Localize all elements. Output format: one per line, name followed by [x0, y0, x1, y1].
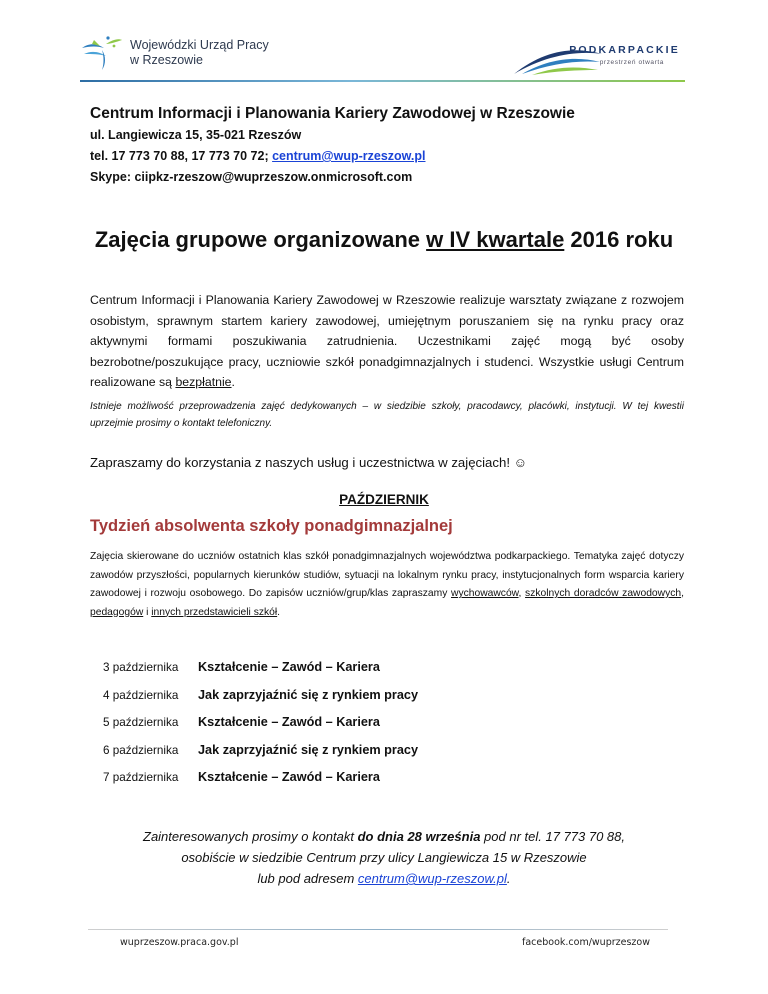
schedule-date: 3 października [103, 661, 179, 674]
week-desc-sep-1: , [518, 588, 526, 599]
contact-phone: pod nr tel. 17 773 70 88, [480, 829, 625, 844]
organization-skype: Skype: ciipkz-rzeszow@wuprzeszow.onmicrosoft.com [90, 170, 413, 184]
contact-text-1a: Zainteresowanych prosimy o kontakt [143, 829, 358, 844]
contact-info [0, 826, 768, 889]
page-header [80, 30, 690, 80]
invitation-text: Zapraszamy do korzystania z naszych usług i uczestnictwa w zajęciach! ☺ [90, 455, 528, 470]
footer-website[interactable]: wuprzeszow.praca.gov.pl [120, 937, 239, 948]
week-heading: Tydzień absolwenta szkoły ponadgimnazjalnej [90, 517, 453, 535]
contact-text-3a: lub pod adresem [257, 871, 358, 886]
week-desc-target-4: innych przedstawicieli szkół [151, 606, 278, 618]
footer-divider [88, 929, 668, 930]
intro-free-text: bezpłatnie [175, 375, 232, 389]
contact-line-2: osobiście w siedzibie Centrum przy ulicy Langiewicza 15 w Rzeszowie [181, 850, 587, 865]
organization-info [90, 103, 690, 188]
schedule-row [103, 688, 623, 716]
schedule-date: 4 października [103, 688, 179, 702]
contact-email-link[interactable]: centrum@wup-rzeszow.pl [357, 871, 507, 886]
podkarpackie-name: PODKARPACKIE [569, 44, 680, 56]
week-desc-target-1: wychowawców [451, 588, 519, 599]
week-description [90, 548, 684, 622]
schedule-row [103, 715, 623, 743]
schedule-date: 6 października [103, 743, 179, 757]
wup-logo-icon [80, 34, 124, 72]
week-desc-target-3: pedagogów [90, 606, 144, 618]
schedule-topic: Kształcenie – Zawód – Kariera [198, 770, 380, 784]
schedule-row [103, 743, 623, 771]
schedule-row [103, 660, 623, 688]
podkarpackie-tagline: przestrzeń otwarta [599, 59, 664, 66]
schedule-date: 7 października [103, 771, 179, 784]
footer-facebook[interactable]: facebook.com/wuprzeszow [522, 937, 650, 948]
contact-text-3c: . [506, 871, 511, 886]
schedule-topic: Jak zaprzyjaźnić się z rynkiem pracy [198, 742, 419, 757]
intro-paragraph [90, 290, 684, 393]
organization-title: Centrum Informacji i Planowania Kariery Zawodowej w Rzeszowie [90, 105, 575, 122]
page-title-part1: Zajęcia grupowe organizowane [94, 227, 427, 252]
page-title-part2: 2016 roku [564, 227, 674, 252]
organization-address: ul. Langiewicza 15, 35-021 Rzeszów [90, 128, 302, 142]
dedicated-sessions-note: Istnieje możliwość przeprowadzenia zajęć dedykowanych – w siedzibie szkoły, pracodawcy, placówki, instytucji. W tej kwestii uprzejmie prosimy o kontakt telefoniczny. [90, 401, 684, 429]
wup-name [130, 38, 269, 68]
schedule-topic: Jak zaprzyjaźnić się z rynkiem pracy [198, 687, 419, 702]
intro-text: Centrum Informacji i Planowania Kariery Zawodowej w Rzeszowie realizuje warsztaty związane z rozwojem osobistym, sprawnym startem kariery zawodowej, umiejętnym poruszaniem się na rynku pracy oraz aktywnymi formami poszukiwania zatrudnienia. Uczestnikami zajęć mogą być osoby bezrobotne/poszukujące pracy, uczniowie szkół ponadgimnazjalnych i studenci. Wszystkie usługi Centrum realizowane są [90, 293, 684, 389]
header-divider [80, 80, 685, 82]
organization-phone: tel. 17 773 70 88, 17 773 70 72; [90, 149, 273, 163]
schedule-row [103, 770, 623, 798]
week-desc-target-2: szkolnych doradców zawodowych [525, 588, 682, 599]
week-desc-sep-2: , [681, 588, 684, 599]
schedule-topic: Kształcenie – Zawód – Kariera [198, 660, 380, 674]
schedule-date: 5 października [103, 716, 179, 729]
page-title-quarter: w IV kwartale [426, 227, 565, 252]
intro-end: . [231, 375, 235, 389]
contact-deadline: do dnia 28 września [357, 829, 481, 844]
week-desc-end: . [277, 606, 281, 618]
week-desc-sep-3: i [143, 606, 152, 618]
contact-line-1 [0, 826, 768, 847]
page-title [0, 227, 768, 253]
organization-email-link[interactable]: centrum@wup-rzeszow.pl [272, 149, 426, 163]
wup-name-line2: w Rzeszowie [130, 53, 203, 67]
schedule-list [103, 660, 623, 798]
month-heading: PAŹDZIERNIK [339, 492, 429, 507]
contact-line-3 [0, 868, 768, 889]
organization-phone-line [90, 146, 690, 167]
wup-name-line1: Wojewódzki Urząd Pracy [130, 38, 269, 52]
week-desc-text: Zajęcia skierowane do uczniów ostatnich klas szkół ponadgimnazjalnych województwa podkarpackiego. Tematyka zajęć dotyczy zawodów przyszłości, popularnych kierunków studiów, sytuacji na lokalnym rynku pracy, instytucjonalnych form wsparcia kariery zawodowej i rozwoju osobowego. Do zapisów uczniów/grup/klas zapraszamy [90, 551, 684, 599]
schedule-topic: Kształcenie – Zawód – Kariera [198, 715, 380, 729]
